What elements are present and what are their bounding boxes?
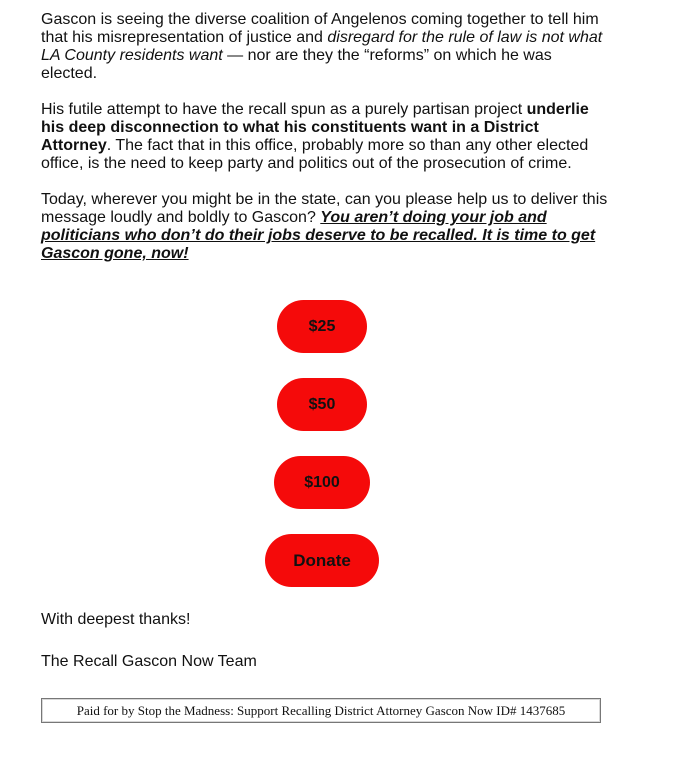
paragraph-text: Gascon is seeing the diverse coalition of Angelenos coming together to tell him that his misrepresentation of justice and	[41, 11, 599, 46]
paragraph-coalition	[41, 11, 611, 83]
bold-emphasis: underlie his deep disconnection to what his constituents want in a District Attorney	[41, 101, 589, 154]
paragraph-partisan	[41, 101, 611, 173]
email-body	[41, 11, 611, 281]
disclaimer-text: Paid for by Stop the Madness: Support Recalling District Attorney Gascon Now ID# 1437685	[76, 702, 566, 718]
donate-100-button[interactable]: $100	[274, 456, 370, 509]
paragraph-text: His futile attempt to have the recall spun as a purely partisan project	[41, 101, 527, 118]
donate-25-button[interactable]: $25	[277, 300, 367, 353]
donate-50-button[interactable]: $50	[277, 378, 367, 431]
italic-emphasis: disregard for the rule of law is not what LA County residents want	[41, 29, 603, 64]
paragraph-text: Today, wherever you might be in the state, can you please help us to deliver this message loudly and boldly to Gascon?	[41, 191, 608, 226]
paragraph-call-to-action	[41, 191, 611, 263]
paragraph-text: — nor are they the “reforms” on which he was elected.	[41, 47, 552, 82]
call-to-action-link[interactable]: You aren’t doing your job and politicians who don’t do their jobs deserve to be recalled. It is time to get Gascon gone, now!	[41, 209, 596, 262]
donate-button[interactable]: Donate	[265, 534, 379, 587]
closing-thanks: With deepest thanks!	[41, 611, 191, 628]
signature: The Recall Gascon Now Team	[41, 653, 257, 670]
paid-for-disclaimer	[41, 698, 601, 723]
paragraph-text: . The fact that in this office, probably more so than any other elected office, is the need to keep party and politics out of the prosecution of crime.	[41, 137, 589, 172]
